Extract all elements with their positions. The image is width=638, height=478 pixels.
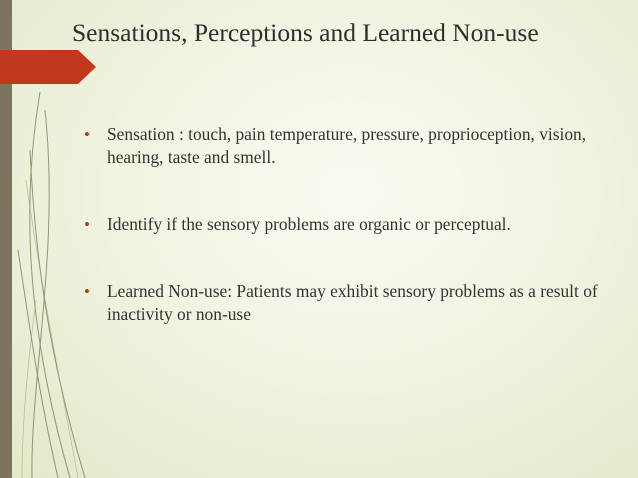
bullet-text: Sensation : touch, pain temperature, pressure, proprioception, vision, hearing, taste and smell. <box>107 124 587 167</box>
list-item <box>84 280 624 326</box>
bullet-icon: • <box>84 125 90 144</box>
bullet-text: Learned Non-use: Patients may exhibit sensory problems as a result of inactivity or non-use <box>107 281 598 324</box>
list-item <box>84 213 624 236</box>
bullet-icon: • <box>84 215 90 234</box>
bullet-list <box>84 123 624 326</box>
ribbon-arrow-icon <box>0 50 96 84</box>
bullet-text: Identify if the sensory problems are organic or perceptual. <box>107 214 511 234</box>
bullet-icon: • <box>84 282 90 301</box>
slide-title: Sensations, Perceptions and Learned Non-use <box>72 18 539 47</box>
list-item <box>84 123 624 169</box>
